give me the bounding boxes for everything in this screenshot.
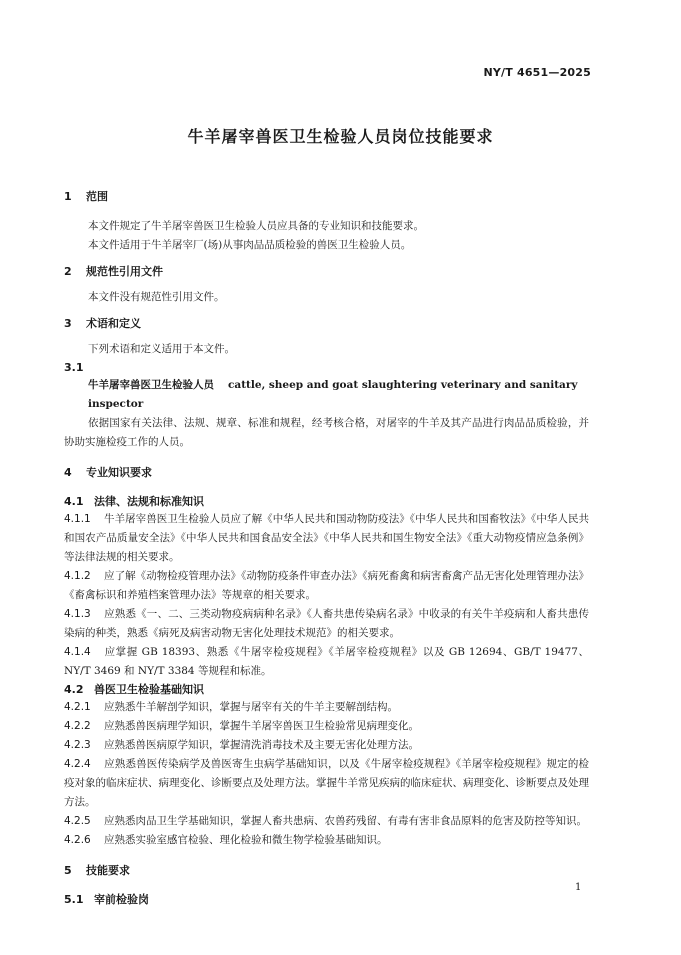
term-entry <box>64 376 589 414</box>
paragraph: 下列术语和定义适用于本文件。 <box>88 343 235 355</box>
clause-number: 4.1.2 <box>64 570 91 582</box>
clause-text: 应熟悉牛羊解剖学知识，掌握与屠宰有关的牛羊主要解剖结构。 <box>104 701 398 713</box>
clause-number: 4.2.3 <box>64 739 91 751</box>
section-number: 4 <box>64 466 72 479</box>
section-3-heading <box>64 315 589 332</box>
subsection-title: 兽医卫生检验基础知识 <box>94 683 204 696</box>
term-definition: 依据国家有关法律、法规、规章、标准和规程，经考核合格，对屠宰的牛羊及其产品进行肉品品质检验，并协助实施检疫工作的人员。 <box>64 417 589 448</box>
clause <box>64 736 589 755</box>
section-1-heading <box>64 188 589 205</box>
clause-number: 4.2.2 <box>64 720 91 732</box>
subsection-title: 宰前检验岗 <box>94 893 149 906</box>
clause-number: 4.2.6 <box>64 834 91 846</box>
clause-text: 应熟悉实验室感官检验、理化检验和微生物学检验基础知识。 <box>104 834 388 846</box>
subsection-heading <box>64 493 589 510</box>
subsection-number: 3.1 <box>64 361 84 374</box>
section-4-heading <box>64 464 589 481</box>
term-chinese: 牛羊屠宰兽医卫生检验人员 <box>88 379 214 391</box>
section-title: 规范性引用文件 <box>86 265 163 278</box>
section-number: 1 <box>64 190 72 203</box>
section-title: 术语和定义 <box>86 317 141 330</box>
clause <box>64 643 589 681</box>
clause-number: 4.1.4 <box>64 646 91 658</box>
clause-text: 应熟悉肉品卫生学基础知识，掌握人畜共患病、农兽药残留、有毒有害非食品原料的危害及防控等知识。 <box>104 815 587 827</box>
clause <box>64 717 589 736</box>
clause <box>64 698 589 717</box>
clause-number: 4.1.1 <box>64 513 91 525</box>
clause-text: 应熟悉兽医病理学知识，掌握牛羊屠宰兽医卫生检验常见病理变化。 <box>104 720 419 732</box>
clause-text: 应熟悉《一、二、三类动物疫病病种名录》《人畜共患传染病名录》中收录的有关牛羊疫病和人畜共患传染病的种类，熟悉《病死及病害动物无害化处理技术规范》的相关要求。 <box>64 608 589 639</box>
document-title: 牛羊屠宰兽医卫生检验人员岗位技能要求 <box>187 127 494 146</box>
clause <box>64 605 589 643</box>
term-english: cattle, sheep and goat slaughtering veterinary and sanitary inspector <box>88 379 578 410</box>
section-2-heading <box>64 263 589 280</box>
clause <box>64 510 589 567</box>
standard-code: NY/T 4651—2025 <box>483 66 591 79</box>
subsection-number: 5.1 <box>64 893 84 906</box>
clause <box>64 831 589 850</box>
section-number: 3 <box>64 317 72 330</box>
clause-number: 4.1.3 <box>64 608 91 620</box>
page-number: 1 <box>575 882 582 893</box>
section-title: 范围 <box>86 190 108 203</box>
document-body <box>64 188 589 908</box>
paragraph: 本文件没有规范性引用文件。 <box>88 291 225 303</box>
subsection-number: 4.2 <box>64 683 84 696</box>
section-number: 5 <box>64 864 72 877</box>
clause-text: 牛羊屠宰兽医卫生检验人员应了解《中华人民共和国动物防疫法》《中华人民共和国畜牧法》《中华人民共和国农产品质量安全法》《中华人民共和国食品安全法》《中华人民共和国生物安全法》《重大动物疫情应急条例》等法律法规的相关要求。 <box>64 513 589 563</box>
section-title: 技能要求 <box>86 864 130 877</box>
clause-text: 应了解《动物检疫管理办法》《动物防疫条件审查办法》《病死畜禽和病害畜禽产品无害化处理管理办法》《畜禽标识和养殖档案管理办法》等规章的相关要求。 <box>64 570 589 601</box>
clause <box>64 812 589 831</box>
subsection-heading <box>64 891 589 908</box>
clause <box>64 567 589 605</box>
clause-text: 应掌握 GB 18393、熟悉《牛屠宰检疫规程》《羊屠宰检疫规程》以及 GB 12694、GB/T 19477、NY/T 3469 和 NY/T 3384 等规程和标准。 <box>64 646 589 677</box>
clause-number: 4.2.5 <box>64 815 91 827</box>
clause-number: 4.2.4 <box>64 758 91 770</box>
paragraph: 本文件规定了牛羊屠宰兽医卫生检验人员应具备的专业知识和技能要求。 <box>88 220 424 232</box>
subsection-heading <box>64 681 589 698</box>
subsection-title: 法律、法规和标准知识 <box>94 495 204 508</box>
clause-text: 应熟悉兽医病原学知识，掌握清洗消毒技术及主要无害化处理方法。 <box>104 739 419 751</box>
paragraph: 本文件适用于牛羊屠宰厂(场)从事肉品品质检验的兽医卫生检验人员。 <box>88 239 412 251</box>
clause-text: 应熟悉兽医传染病学及兽医寄生虫病学基础知识，以及《牛屠宰检疫规程》《羊屠宰检疫规程》规定的检疫对象的临床症状、病理变化、诊断要点及处理方法。掌握牛羊常见疾病的临床症状、病理变化、诊断要点及处理方法。 <box>64 758 589 808</box>
clause <box>64 755 589 812</box>
section-number: 2 <box>64 265 72 278</box>
section-title: 专业知识要求 <box>86 466 152 479</box>
subsection-number: 4.1 <box>64 495 84 508</box>
section-5-heading <box>64 862 589 879</box>
clause-number: 4.2.1 <box>64 701 91 713</box>
